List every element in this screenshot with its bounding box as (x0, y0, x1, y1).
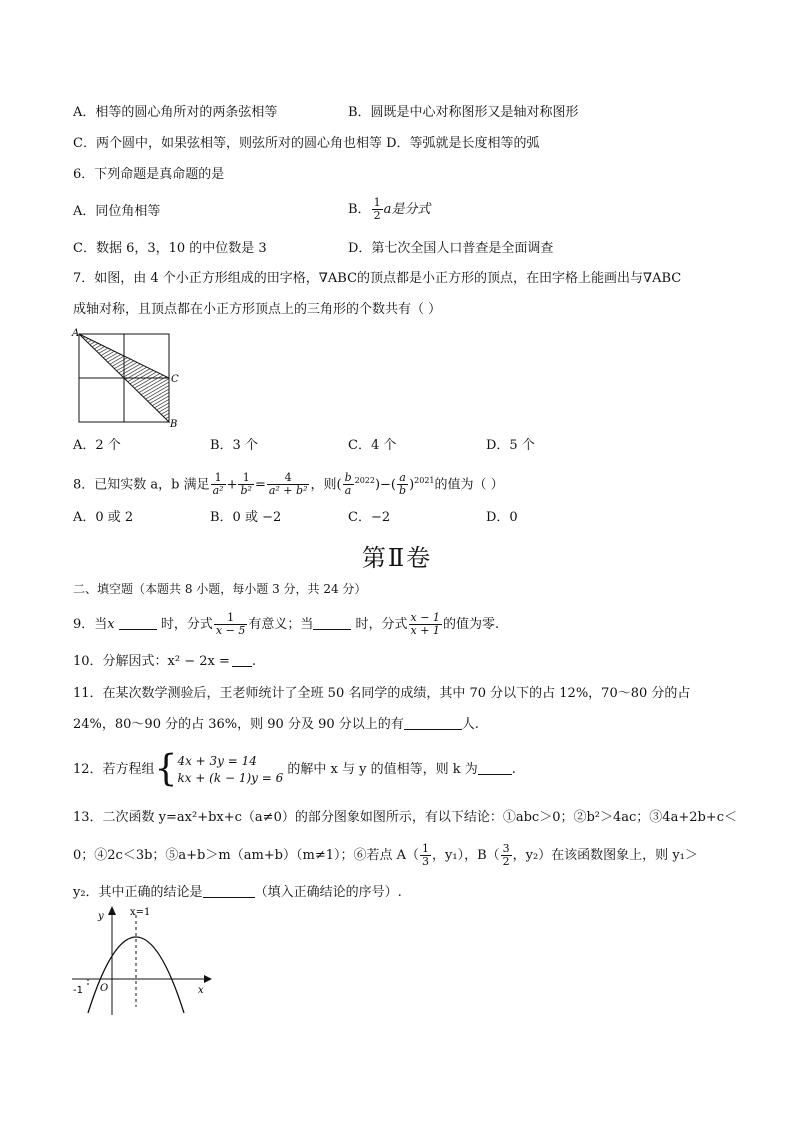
q9-blank-1[interactable] (119, 616, 157, 630)
frac-numerator: 1 (422, 842, 430, 855)
q13-part3: ，y₂）在该函数图象上，则 y₁＞ (512, 848, 698, 863)
q9-part2: 时，分式 (160, 617, 213, 632)
graph-axis-label: x=1 (130, 907, 151, 918)
q8-mid: ，则( (310, 477, 342, 493)
q8-prefix: 8．已知实数 a，b 满足 (73, 477, 210, 493)
q8-option-a: A．0 或 2 (73, 510, 134, 525)
q10-part1: 10．分解因式：x² − 2x = (73, 654, 230, 669)
q9-part3: 有意义；当 (248, 617, 314, 632)
q5-option-c-d (73, 135, 540, 153)
frac-denominator: 2 (373, 209, 381, 222)
q9-var-x: x (107, 617, 115, 632)
q12-equation-2: kx + (k − 1)y = 6 (177, 770, 284, 785)
q8-stem: 8．已知实数 a，b 满足 $\frac{1}{\text{a²}}$ + $\frac{1}{\text{b²}}$ = $\frac{4}{\text{a² + b²}}$ ，则( $\frac{b}{a}$ $^{2022}$)−( $\frac{a}{b}$ )$^{2021}$的值为（ ） (73, 471, 504, 498)
q8-fraction-2 (238, 472, 253, 497)
q7-option-d: D．5 个 (486, 438, 535, 453)
q9-part1: 9．当 (73, 617, 108, 632)
q13-fraction-b (501, 843, 512, 868)
q13-part4: y₂．其中正确的结论是 (73, 885, 203, 900)
q13-line3 (73, 884, 402, 902)
q12-equation-1: 4x + 3y = 14 (177, 753, 257, 768)
q11-blank[interactable] (404, 716, 462, 730)
q10-blank[interactable] (232, 653, 252, 667)
q9-part5: 的值为零. (442, 617, 500, 632)
q11-line1: 11．在某次数学测验后，王老师统计了全班 50 名同学的成绩，其中 70 分以下的占 12%，70～80 分的占 (73, 686, 691, 701)
q8-suffix: 的值为（ ） (434, 477, 504, 493)
q8-ratio-2 (397, 472, 408, 497)
section-heading: 二、填空题（本题共 8 小题，每小题 3 分，共 24 分） (73, 582, 367, 596)
q5-option-a: A．相等的圆心角所对的两条弦相等 (73, 105, 278, 120)
frac-denominator: a² + b² (268, 484, 308, 498)
q6-option-c: C．数据 6，3，10 的中位数是 3 (73, 241, 267, 256)
q12-blank[interactable] (478, 761, 512, 775)
graph-x-label: x (198, 985, 204, 996)
q9-stem (73, 610, 499, 640)
frac-numerator: a (397, 472, 408, 485)
section-title: 第Ⅱ卷 (361, 544, 433, 572)
q6-option-a: A．同位角相等 (73, 204, 161, 219)
label-c: C (171, 374, 179, 385)
q12-system (177, 753, 283, 787)
frac-denominator: 3 (422, 855, 430, 868)
frac-denominator: a² (212, 484, 224, 498)
label-a: A (72, 328, 80, 339)
frac-numerator: 1 (373, 196, 381, 209)
q11-part2: 人. (461, 717, 479, 732)
frac-numerator: 4 (267, 472, 310, 485)
frac-denominator: x + 1 (410, 624, 440, 637)
q13-blank[interactable] (203, 884, 255, 898)
q13-part1: 0；④2c＜3b；⑤a+b＞m（am+b）（m≠1）；⑥若点 A（ (73, 848, 420, 863)
q8-ratio-1 (343, 472, 354, 497)
x-axis-arrow (204, 975, 212, 983)
q7-stem-line1: 7．如图，由 4 个小正方形组成的田字格，∇ABC的顶点都是小正方形的顶点，在田字格上能画出与∇ABC (73, 271, 682, 286)
q7-option-a: A．2 个 (73, 438, 121, 453)
q8-exponent-1: 2022 (354, 476, 375, 485)
q7-option-b: B．3 个 (210, 438, 258, 453)
q7-option-c: C．4 个 (348, 438, 397, 453)
frac-numerator: 3 (502, 842, 510, 855)
q9-fraction-2 (409, 612, 442, 637)
q8-option-d: D．0 (486, 510, 518, 525)
q7-figure (70, 328, 185, 428)
q8-minus: )−( (374, 477, 397, 493)
q12-part1: 12．若方程组 (73, 762, 155, 777)
label-b: B (170, 419, 178, 428)
q6-option-b (348, 197, 430, 222)
q11-part1: 24%，80～90 分的占 36%，则 90 分及 90 分以上的有 (73, 717, 404, 732)
q5-option-c: C．两个圆中，如果弦相等，则弦所对的圆心角也相等 (73, 136, 382, 151)
q8-exponent-2: 2021 (414, 476, 435, 485)
q13-part5: （填入正确结论的序号）. (254, 885, 402, 900)
q6-b-prefix: B． (348, 202, 371, 217)
q13-line1: 13．二次函数 y=ax²+bx+c（a≠0）的部分图象如图所示，有以下结论：①abc＞0；②b²＞4ac；③4a+2b+c＜ (73, 810, 737, 825)
q7-stem-line2: 成轴对称，且顶点都在小正方形顶点上的三角形的个数共有（ ） (73, 302, 442, 317)
q12-stem (73, 748, 516, 792)
frac-numerator: b (344, 471, 352, 485)
q5-option-d: D．等弧就是长度相等的弧 (386, 136, 540, 151)
q10-part2: . (251, 654, 257, 669)
q12-part2: 的解中 x 与 y 的值相等，则 k 为 (287, 762, 478, 777)
frac-numerator: 1 (214, 612, 247, 625)
q6-b-fraction (372, 197, 383, 222)
q12-part3: . (511, 762, 516, 777)
graph-y-label: y (98, 911, 104, 922)
graph-origin-label: O (100, 983, 109, 994)
q13-part2: ，y₁），B（ (432, 848, 500, 863)
q8-equals: = (254, 477, 266, 493)
q13-parabola-figure (68, 903, 218, 1021)
frac-numerator: 1 (211, 472, 226, 485)
q6-b-suffix: a是分式 (383, 202, 431, 217)
q8-fraction-3 (267, 472, 310, 497)
frac-denominator: a (344, 484, 352, 498)
q8-option-b: B．0 或 −2 (210, 510, 282, 525)
q5-option-b: B．圆既是中心对称图形又是轴对称图形 (348, 105, 579, 120)
frac-numerator: 1 (238, 472, 253, 485)
q13-fraction-a (420, 843, 431, 868)
graph-neg1-label: -1 (73, 985, 83, 996)
q6-option-d: D．第七次全国人口普查是全面调查 (348, 241, 554, 256)
q8-option-c: C．−2 (348, 510, 391, 525)
q12-brace: { (154, 748, 178, 790)
q8-fraction-1 (211, 472, 226, 497)
frac-denominator: x − 5 (215, 624, 246, 637)
frac-denominator: b² (240, 484, 252, 498)
q13-line2 (73, 842, 698, 870)
q9-part4: 时，分式 (355, 617, 408, 632)
q9-blank-2[interactable] (313, 616, 351, 630)
frac-numerator: x − 1 (410, 611, 440, 624)
q8-plus: + (226, 477, 238, 493)
q10-stem (73, 653, 256, 671)
frac-denominator: 2 (502, 855, 510, 868)
q6-stem: 6．下列命题是真命题的是 (73, 167, 225, 182)
frac-denominator: b (399, 484, 407, 498)
q9-fraction-1 (214, 612, 247, 637)
q11-line2 (73, 716, 479, 734)
y-axis-arrow (108, 906, 116, 915)
